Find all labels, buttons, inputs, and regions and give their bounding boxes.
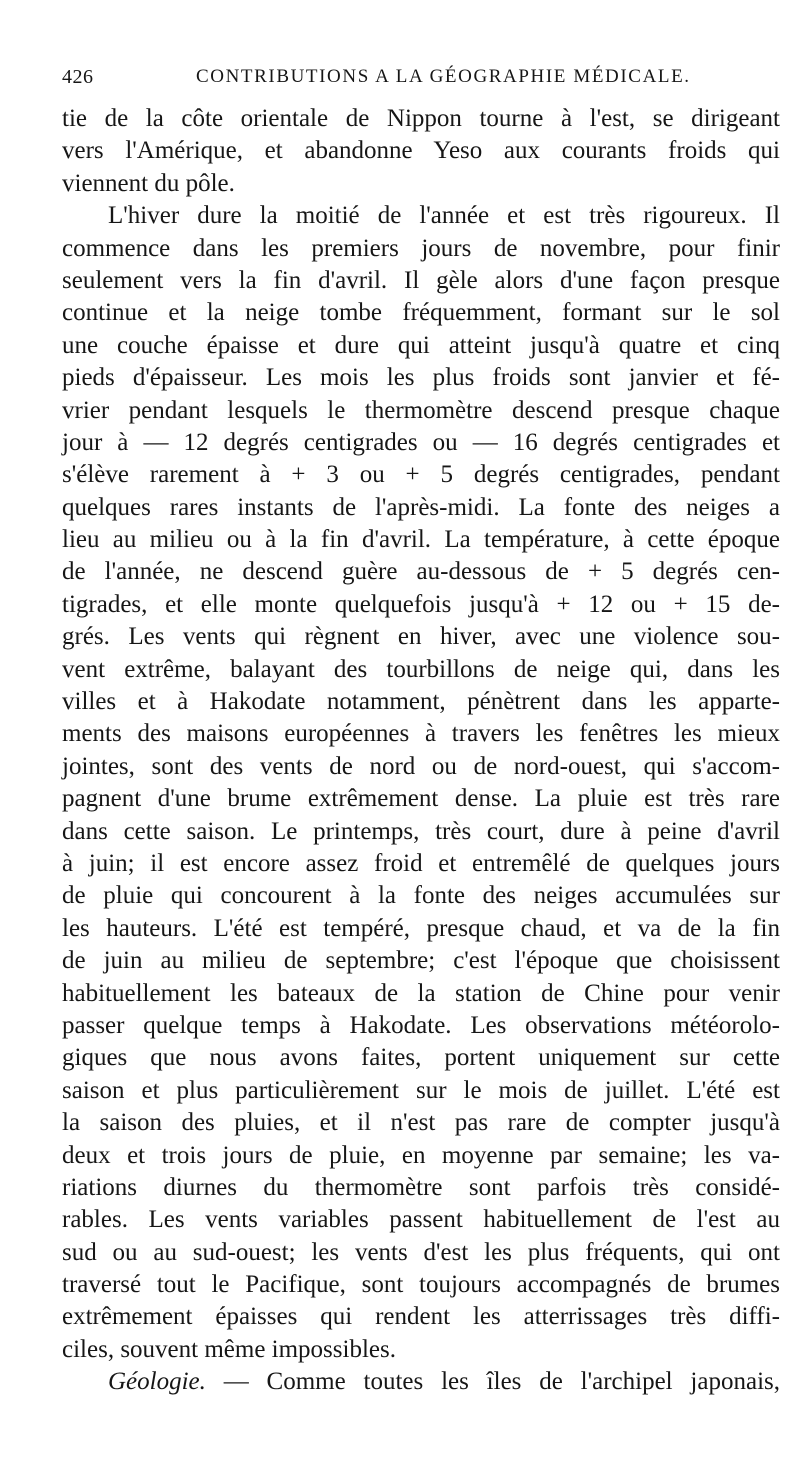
text-line: villes et à Hakodate notamment, pénètrent dans les apparte- <box>62 688 780 716</box>
text-line: giques que nous avons faites, portent uniquement sur cette <box>62 1044 780 1072</box>
text-line: la saison des pluies, et il n'est pas rare de compter jusqu'à <box>62 1109 780 1137</box>
text-line: pagnent d'une brume extrêmement dense. La pluie est très rare <box>62 785 780 813</box>
text-line: de l'année, ne descend guère au-dessous de + 5 degrés cen- <box>62 558 780 586</box>
text-line: viennent du pôle. <box>62 169 235 197</box>
text-line: commence dans les premiers jours de novembre, pour finir <box>62 234 780 262</box>
text-line: rables. Les vents variables passent habituellement de l'est au <box>62 1206 780 1234</box>
text-line: grés. Les vents qui règnent en hiver, avec une violence sou- <box>62 623 780 651</box>
text-line: riations diurnes du thermomètre sont parfois très considé- <box>62 1173 780 1201</box>
running-title: CONTRIBUTIONS A LA GÉOGRAPHIE MÉDICALE. <box>196 66 691 87</box>
text-line: à juin; il est encore assez froid et entremêlé de quelques jours <box>62 849 780 877</box>
text-line: continue et la neige tombe fréquemment, formant sur le sol <box>62 299 780 327</box>
text-line: jour à — 12 degrés centigrades ou — 16 degrés centigrades et <box>62 428 780 456</box>
text-line: vrier pendant lesquels le thermomètre descend presque chaque <box>62 396 780 424</box>
text-line: ciles, souvent même impossibles. <box>62 1335 396 1363</box>
text-line: les hauteurs. L'été est tempéré, presque chaud, et va de la fin <box>62 914 780 942</box>
text-line: dans cette saison. Le printemps, très court, dure à peine d'avril <box>62 817 780 845</box>
body-text <box>62 103 780 1399</box>
text-line: tigrades, et elle monte quelquefois jusqu'à + 12 ou + 15 de- <box>62 590 780 618</box>
text-line: vers l'Amérique, et abandonne Yeso aux courants froids qui <box>62 137 780 165</box>
text-line: passer quelque temps à Hakodate. Les observations météorolo- <box>62 1011 780 1039</box>
section-heading-geologie: Géologie. <box>108 1368 206 1396</box>
text-line: quelques rares instants de l'après-midi. La fonte des neiges a <box>62 493 780 521</box>
text-line: habituellement les bateaux de la station de Chine pour venir <box>62 979 780 1007</box>
text-line: s'élève rarement à + 3 ou + 5 degrés centigrades, pendant <box>62 461 780 489</box>
text-line: pieds d'épaisseur. Les mois les plus froids sont janvier et fé- <box>62 364 780 392</box>
text-line: saison et plus particulièrement sur le mois de juillet. L'été est <box>62 1076 780 1104</box>
text-line: extrêmement épaisses qui rendent les atterrissages très diffi- <box>62 1303 780 1331</box>
text-line: deux et trois jours de pluie, en moyenne par semaine; les va- <box>62 1141 780 1169</box>
text-line: tie de la côte orientale de Nippon tourne à l'est, se dirigeant <box>62 105 780 132</box>
running-head <box>62 66 782 94</box>
text-line: traversé tout le Pacifique, sont toujours accompagnés de brumes <box>62 1271 780 1299</box>
text-line: une couche épaisse et dure qui atteint jusqu'à quatre et cinq <box>62 331 780 359</box>
text-line: seulement vers la fin d'avril. Il gèle alors d'une façon presque <box>62 266 780 294</box>
text-line: ments des maisons européennes à travers les fenêtres les mieux <box>62 720 780 748</box>
geologie-line <box>62 1366 780 1398</box>
text-line: jointes, sont des vents de nord ou de nord-ouest, qui s'accom- <box>62 752 780 780</box>
text-line: vent extrême, balayant des tourbillons de neige qui, dans les <box>62 655 780 683</box>
text-line: lieu au milieu ou à la fin d'avril. La température, à cette époque <box>62 526 780 554</box>
text-line: sud ou au sud-ouest; les vents d'est les plus fréquents, qui ont <box>62 1238 780 1266</box>
page-number: 426 <box>62 66 94 88</box>
geologie-line-text: — Comme toutes les îles de l'archipel japonais, <box>205 1368 780 1396</box>
text-line: L'hiver dure la moitié de l'année et est très rigoureux. Il <box>108 202 780 230</box>
text-line: de pluie qui concourent à la fonte des neiges accumulées sur <box>62 882 780 910</box>
text-line: de juin au milieu de septembre; c'est l'époque que choisissent <box>62 947 780 975</box>
